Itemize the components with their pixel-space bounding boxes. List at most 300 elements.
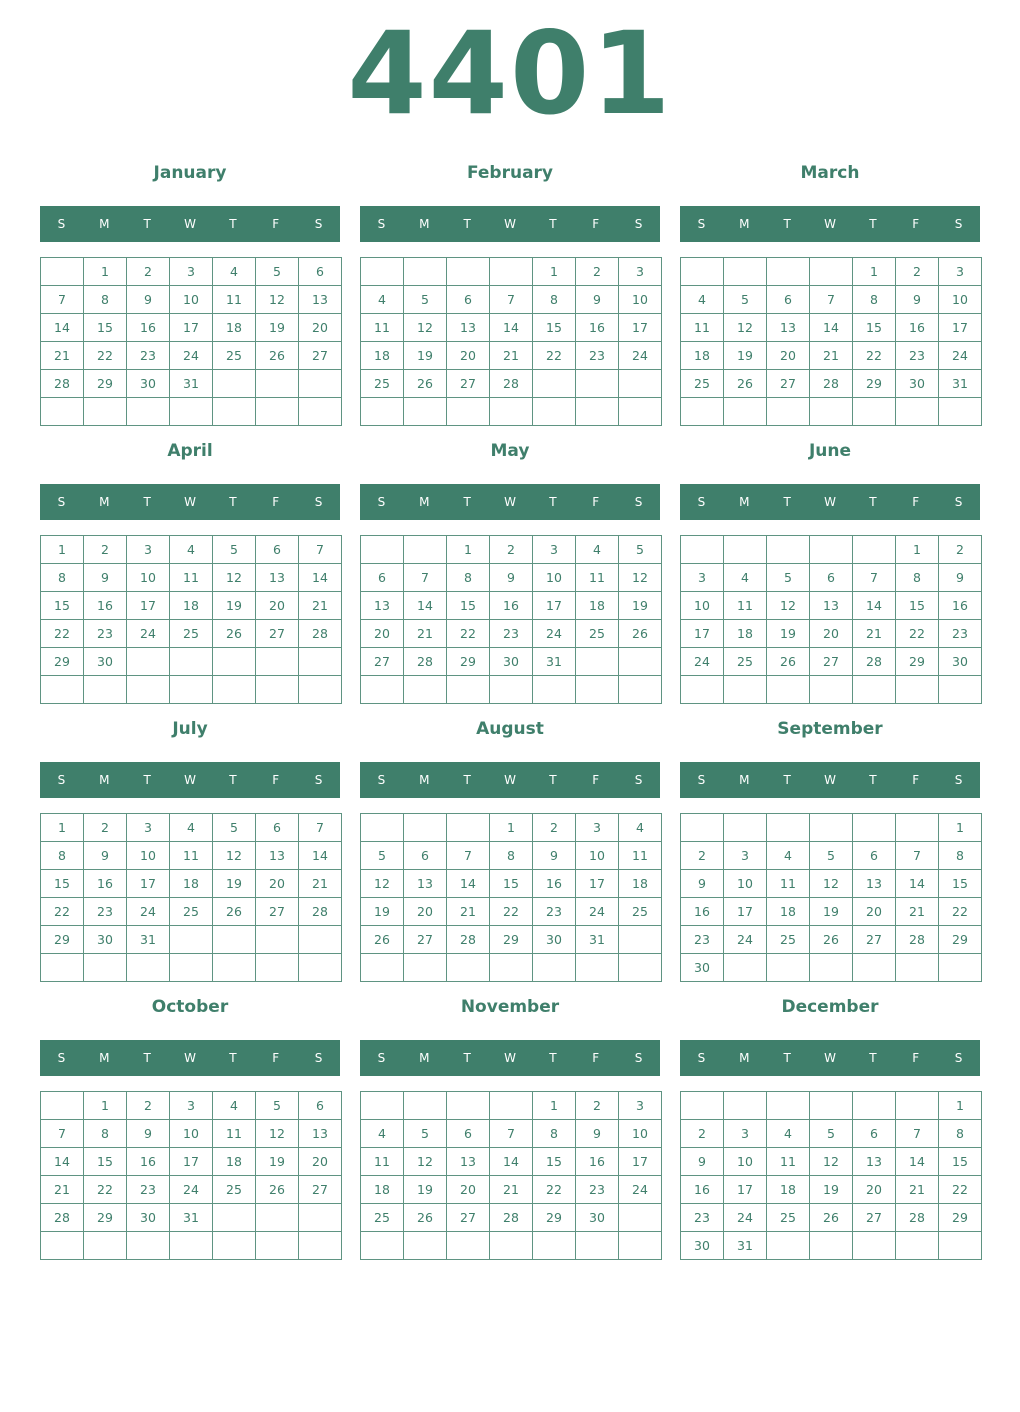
day-cell: 7 [490,1120,533,1148]
day-cell: 7 [853,564,896,592]
day-cell: 21 [299,870,342,898]
day-cell: 13 [853,870,896,898]
day-cell: 2 [127,1092,170,1120]
day-cell: 24 [170,1176,213,1204]
day-cell [576,676,619,704]
day-cell [299,676,342,704]
weekday-header-bar [40,484,340,520]
day-cell: 12 [213,842,256,870]
day-cell: 9 [681,870,724,898]
day-cell: 30 [84,648,127,676]
day-cell: 17 [619,314,662,342]
weekday-header-bar [680,206,980,242]
week-row [41,870,342,898]
day-cell: 3 [939,258,982,286]
day-cell: 13 [256,842,299,870]
day-cell: 1 [533,258,576,286]
day-cell: 16 [490,592,533,620]
day-cell: 28 [447,926,490,954]
day-cell: 15 [84,314,127,342]
week-row [681,954,982,982]
day-cell: 22 [41,620,84,648]
day-cell: 3 [619,1092,662,1120]
weekday-header: T [549,773,557,787]
day-cell [213,926,256,954]
day-cell: 15 [84,1148,127,1176]
day-cell: 27 [256,620,299,648]
day-cell: 7 [41,1120,84,1148]
day-cell: 14 [447,870,490,898]
day-cell: 12 [213,564,256,592]
weekday-header-bar [680,484,980,520]
day-cell: 22 [447,620,490,648]
day-cell [681,1092,724,1120]
day-cell: 5 [256,1092,299,1120]
weekday-header: W [504,495,516,509]
weekday-header: M [739,217,750,231]
month-name: September [777,719,883,739]
day-cell: 4 [681,286,724,314]
day-cell [256,1204,299,1232]
day-cell: 28 [490,1204,533,1232]
day-cell [170,926,213,954]
day-cell [724,814,767,842]
day-cell: 15 [490,870,533,898]
day-cell: 3 [170,1092,213,1120]
day-cell [256,398,299,426]
day-cell: 31 [724,1232,767,1260]
day-cell: 2 [533,814,576,842]
day-cell: 1 [84,1092,127,1120]
day-cell: 13 [767,314,810,342]
weekday-header: M [99,495,110,509]
day-cell [939,676,982,704]
day-cell: 23 [490,620,533,648]
day-cell [767,1232,810,1260]
day-cell: 28 [41,370,84,398]
day-cell: 19 [619,592,662,620]
day-cell [404,954,447,982]
day-cell: 3 [724,1120,767,1148]
day-cell: 31 [170,370,213,398]
week-row [361,1092,662,1120]
day-cell [810,1092,853,1120]
day-cell: 25 [170,620,213,648]
day-cell [256,648,299,676]
week-row [361,676,662,704]
weekday-header: T [229,217,237,231]
day-cell: 9 [939,564,982,592]
day-cell [213,676,256,704]
weekday-header: W [824,1051,836,1065]
day-cell [939,398,982,426]
day-cell: 26 [256,1176,299,1204]
day-cell [170,1232,213,1260]
week-row [681,342,982,370]
day-cell: 27 [361,648,404,676]
day-cell: 14 [299,564,342,592]
day-cell: 15 [896,592,939,620]
day-cell: 11 [213,1120,256,1148]
day-cell: 17 [619,1148,662,1176]
day-cell: 19 [256,1148,299,1176]
day-cell: 15 [533,314,576,342]
day-cell [681,536,724,564]
day-cell: 16 [681,1176,724,1204]
day-cell [490,954,533,982]
day-cell [490,1232,533,1260]
week-row [361,926,662,954]
day-cell: 6 [447,1120,490,1148]
day-cell: 18 [681,342,724,370]
day-cell [127,954,170,982]
day-cell: 4 [361,1120,404,1148]
day-grid [40,813,342,982]
day-cell [490,676,533,704]
day-cell: 31 [939,370,982,398]
day-cell: 5 [619,536,662,564]
day-cell [619,1204,662,1232]
day-cell: 18 [170,592,213,620]
week-row [681,926,982,954]
day-cell: 1 [447,536,490,564]
day-cell: 7 [404,564,447,592]
day-cell: 23 [533,898,576,926]
week-row [361,398,662,426]
day-cell [896,1092,939,1120]
day-cell: 11 [767,870,810,898]
day-cell: 13 [256,564,299,592]
day-cell: 8 [84,286,127,314]
weekday-header: T [463,495,471,509]
day-cell: 18 [724,620,767,648]
day-cell: 11 [170,842,213,870]
day-cell: 7 [447,842,490,870]
day-cell: 18 [619,870,662,898]
day-cell: 3 [127,814,170,842]
day-cell: 10 [724,870,767,898]
day-cell: 13 [447,314,490,342]
month-name: February [466,163,554,183]
day-cell: 17 [576,870,619,898]
weekday-header: F [272,217,280,231]
weekday-header: F [272,495,280,509]
day-cell: 6 [853,842,896,870]
day-cell: 25 [170,898,213,926]
day-cell: 6 [447,286,490,314]
day-cell: 29 [490,926,533,954]
day-cell [767,258,810,286]
day-cell [576,954,619,982]
day-cell: 30 [127,1204,170,1232]
day-cell: 29 [41,926,84,954]
day-cell: 11 [767,1148,810,1176]
day-cell: 26 [213,898,256,926]
day-cell: 16 [127,314,170,342]
weekday-header: M [739,1051,750,1065]
day-cell: 25 [767,1204,810,1232]
week-row [681,370,982,398]
day-cell: 24 [127,898,170,926]
day-cell: 19 [810,898,853,926]
day-cell: 1 [533,1092,576,1120]
month-name: July [172,719,208,739]
weekday-header: W [504,1051,516,1065]
month-name: December [781,997,879,1017]
day-cell [41,398,84,426]
day-cell: 4 [213,258,256,286]
weekday-header: T [463,217,471,231]
day-cell: 25 [619,898,662,926]
day-grid [680,813,982,982]
day-cell: 30 [681,954,724,982]
day-cell [853,536,896,564]
day-cell [404,1232,447,1260]
day-cell: 19 [404,1176,447,1204]
weekday-header-bar [680,1040,980,1076]
weekday-header-bar [360,484,660,520]
day-cell: 6 [853,1120,896,1148]
day-grid [360,1091,662,1260]
day-cell: 29 [84,1204,127,1232]
day-grid [40,535,342,704]
day-cell [299,648,342,676]
day-cell: 12 [404,1148,447,1176]
weekday-header: T [463,1051,471,1065]
day-cell: 26 [767,648,810,676]
day-cell: 23 [84,898,127,926]
day-cell: 31 [576,926,619,954]
day-cell: 23 [127,1176,170,1204]
day-cell: 4 [361,286,404,314]
day-cell: 21 [490,342,533,370]
day-cell: 11 [681,314,724,342]
day-cell: 3 [724,842,767,870]
day-cell [404,814,447,842]
day-cell: 27 [853,1204,896,1232]
day-cell: 25 [767,926,810,954]
day-cell [576,1232,619,1260]
day-cell: 25 [361,370,404,398]
day-cell [767,398,810,426]
day-cell: 27 [299,1176,342,1204]
day-cell: 26 [213,620,256,648]
day-cell: 16 [939,592,982,620]
day-cell: 28 [853,648,896,676]
day-cell [41,1232,84,1260]
day-cell: 5 [213,536,256,564]
day-cell: 8 [490,842,533,870]
month-name: May [490,441,530,461]
weekday-header: T [549,217,557,231]
day-cell: 5 [724,286,767,314]
day-cell: 22 [939,1176,982,1204]
day-cell: 28 [490,370,533,398]
day-cell: 10 [939,286,982,314]
day-cell: 8 [533,286,576,314]
weekday-header: S [314,495,323,509]
day-cell [447,1232,490,1260]
day-cell: 26 [404,1204,447,1232]
day-cell: 2 [896,258,939,286]
day-cell [724,398,767,426]
day-cell: 19 [767,620,810,648]
day-cell [361,258,404,286]
weekday-header: T [143,773,151,787]
day-cell: 27 [767,370,810,398]
day-cell: 22 [84,342,127,370]
day-cell [533,370,576,398]
day-cell: 8 [41,842,84,870]
day-cell: 17 [127,870,170,898]
day-cell [127,648,170,676]
week-row [41,620,342,648]
day-cell [361,814,404,842]
day-cell [447,258,490,286]
day-cell [84,954,127,982]
day-cell: 1 [853,258,896,286]
day-cell: 20 [361,620,404,648]
day-cell: 20 [299,314,342,342]
day-cell: 29 [84,370,127,398]
week-row [681,842,982,870]
day-cell: 10 [533,564,576,592]
day-cell [724,1092,767,1120]
day-cell: 1 [939,1092,982,1120]
day-cell [810,814,853,842]
day-cell [299,370,342,398]
day-cell [299,398,342,426]
day-cell: 12 [767,592,810,620]
day-cell [619,398,662,426]
day-cell [256,926,299,954]
day-cell: 3 [170,258,213,286]
weekday-header: M [739,495,750,509]
day-cell: 20 [853,898,896,926]
day-cell [619,926,662,954]
weekday-header: W [504,773,516,787]
day-cell: 27 [447,370,490,398]
weekday-header: S [377,495,386,509]
day-cell: 4 [170,814,213,842]
weekday-header: M [739,773,750,787]
weekday-header: F [592,1051,600,1065]
day-cell: 20 [256,870,299,898]
day-cell [533,676,576,704]
day-cell [404,536,447,564]
week-row [681,592,982,620]
day-cell: 11 [724,592,767,620]
day-cell: 26 [724,370,767,398]
week-row [41,258,342,286]
day-cell [939,954,982,982]
day-cell: 21 [299,592,342,620]
day-cell [447,1092,490,1120]
week-row [361,870,662,898]
day-cell [576,648,619,676]
day-cell: 4 [767,842,810,870]
day-cell: 21 [896,898,939,926]
day-cell [213,1204,256,1232]
day-cell: 2 [681,842,724,870]
day-cell: 20 [853,1176,896,1204]
weekday-header: W [184,495,196,509]
day-cell: 13 [810,592,853,620]
week-row [681,870,982,898]
day-cell: 9 [127,1120,170,1148]
day-cell [853,676,896,704]
week-row [681,898,982,926]
day-cell: 23 [681,926,724,954]
day-cell: 5 [810,842,853,870]
week-row [41,676,342,704]
day-cell: 8 [41,564,84,592]
day-cell: 17 [724,898,767,926]
day-cell [724,954,767,982]
week-row [361,842,662,870]
week-row [41,1120,342,1148]
day-cell: 13 [299,286,342,314]
day-cell: 26 [256,342,299,370]
week-row [681,1232,982,1260]
day-cell: 20 [810,620,853,648]
day-cell: 9 [84,564,127,592]
day-cell: 4 [576,536,619,564]
month-name: November [460,997,560,1017]
week-row [41,926,342,954]
week-row [361,620,662,648]
day-cell: 1 [896,536,939,564]
day-cell: 8 [533,1120,576,1148]
day-cell: 17 [724,1176,767,1204]
day-cell: 13 [853,1148,896,1176]
weekday-header: W [824,773,836,787]
week-row [361,286,662,314]
weekday-header: T [549,1051,557,1065]
day-cell: 23 [896,342,939,370]
day-cell: 18 [361,342,404,370]
day-cell: 5 [404,1120,447,1148]
day-cell: 16 [84,592,127,620]
day-cell: 12 [810,1148,853,1176]
day-cell [213,370,256,398]
weekday-header: S [954,1051,963,1065]
day-grid [360,535,662,704]
day-cell [619,1232,662,1260]
day-cell [361,536,404,564]
day-cell: 2 [576,1092,619,1120]
weekday-header: S [377,1051,386,1065]
day-cell: 9 [490,564,533,592]
day-cell [361,1092,404,1120]
week-row [41,370,342,398]
day-cell: 10 [619,286,662,314]
day-cell [361,676,404,704]
day-cell [896,814,939,842]
day-cell: 26 [361,926,404,954]
weekday-header: W [824,217,836,231]
week-row [41,398,342,426]
day-cell: 30 [127,370,170,398]
day-cell: 30 [896,370,939,398]
day-cell: 19 [361,898,404,926]
day-cell: 10 [619,1120,662,1148]
day-cell [681,676,724,704]
day-cell [213,398,256,426]
day-cell: 27 [447,1204,490,1232]
week-row [41,1232,342,1260]
weekday-header: S [314,1051,323,1065]
